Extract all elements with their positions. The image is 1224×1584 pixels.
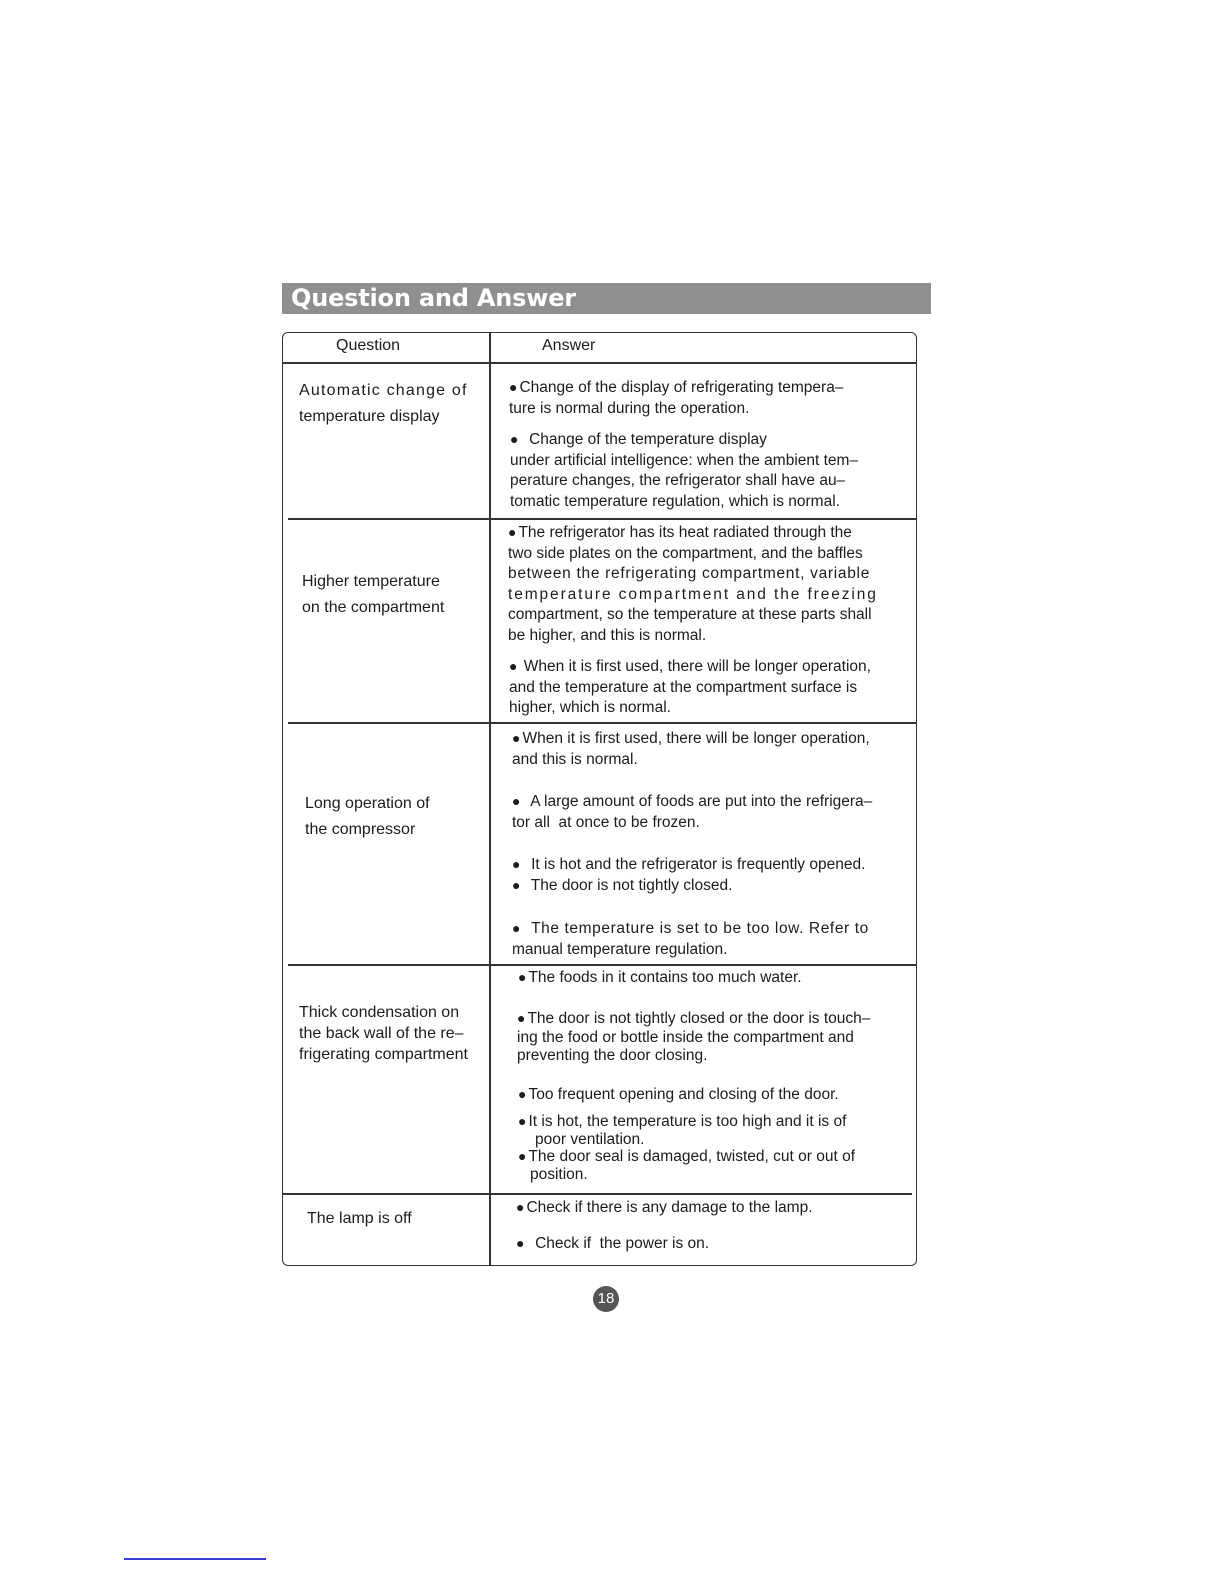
bullet-icon: ● <box>512 793 521 809</box>
question-text: Long operation of the compressor <box>305 795 430 838</box>
bullet-icon: ● <box>517 1010 526 1026</box>
bullet-icon: ● <box>512 920 521 936</box>
row-divider <box>288 722 916 724</box>
bullet-icon: ● <box>510 431 519 447</box>
answer-text: ● Change of the temperature display under artificial intelligence: when the ambient tem– perature changes, the refrigerator shall have au– tomatic temperature regulation, which is normal. <box>510 431 859 510</box>
answer-text: ● It is hot, the temperature is too high and it is of poor ventilation. <box>518 1113 847 1148</box>
bullet-icon: ● <box>516 1199 525 1215</box>
header-answer: Answer <box>542 337 596 354</box>
bullet-icon: ● <box>518 1113 527 1129</box>
bullet-icon: ● <box>508 524 517 540</box>
answer-text: ● The temperature is set to be too low. Refer to manual temperature regulation. <box>512 920 869 958</box>
header-question: Question <box>336 337 401 354</box>
row-divider <box>288 964 916 966</box>
bullet-icon: ● <box>518 1148 527 1164</box>
question-text: Thick condensation on the back wall of the re– frigerating compartment <box>299 1004 468 1063</box>
answer-text: ● The foods in it contains too much water. <box>518 969 802 986</box>
question-text: Higher temperature on the compartment <box>302 573 445 616</box>
bullet-icon: ● <box>518 1086 527 1102</box>
bullet-icon: ● <box>512 730 521 746</box>
question-text: Automatic change of temperature display <box>299 382 468 425</box>
question-text: The lamp is off <box>307 1210 412 1227</box>
answer-text: ● When it is first used, there will be longer operation, and the temperature at the compartment surface is higher, which is normal. <box>509 658 871 716</box>
footer-link-underline[interactable] <box>124 1558 266 1560</box>
answer-text: ● The door seal is damaged, twisted, cut or out of position. <box>518 1148 856 1183</box>
answer-text: ● The door is not tightly closed. <box>512 877 733 894</box>
header-divider <box>283 362 916 364</box>
bullet-icon: ● <box>512 877 521 893</box>
row-divider <box>283 1193 912 1195</box>
answer-text: ● Check if the power is on. <box>516 1235 710 1252</box>
answer-text: ● The refrigerator has its heat radiated through the two side plates on the compartment, and the baffles between the refrigerating compartment, variable temperature compartment and the freezing compartment, so the temperature at these parts shall be higher, and this is normal. <box>508 524 878 644</box>
bullet-icon: ● <box>518 969 527 985</box>
answer-text: ● A large amount of foods are put into the refrigera– tor all at once to be frozen. <box>512 793 873 831</box>
answer-text: ● Check if there is any damage to the lamp. <box>516 1199 813 1216</box>
page-title: Question and Answer <box>282 283 931 314</box>
row-divider <box>288 518 916 520</box>
bullet-icon: ● <box>516 1235 525 1251</box>
answer-text: ● It is hot and the refrigerator is frequently opened. <box>512 856 866 873</box>
answer-text: ● Change of the display of refrigerating tempera– ture is normal during the operation. <box>509 379 844 417</box>
bullet-icon: ● <box>509 658 518 674</box>
bullet-icon: ● <box>509 379 518 395</box>
page-number: 18 <box>593 1286 619 1312</box>
answer-text: ● Too frequent opening and closing of the door. <box>518 1086 839 1103</box>
column-divider <box>489 332 491 1266</box>
bullet-icon: ● <box>512 856 521 872</box>
answer-text: ● When it is first used, there will be longer operation, and this is normal. <box>512 730 870 768</box>
answer-text: ● The door is not tightly closed or the door is touch– ing the food or bottle inside the compartment and preventing the door closing. <box>517 1010 871 1064</box>
